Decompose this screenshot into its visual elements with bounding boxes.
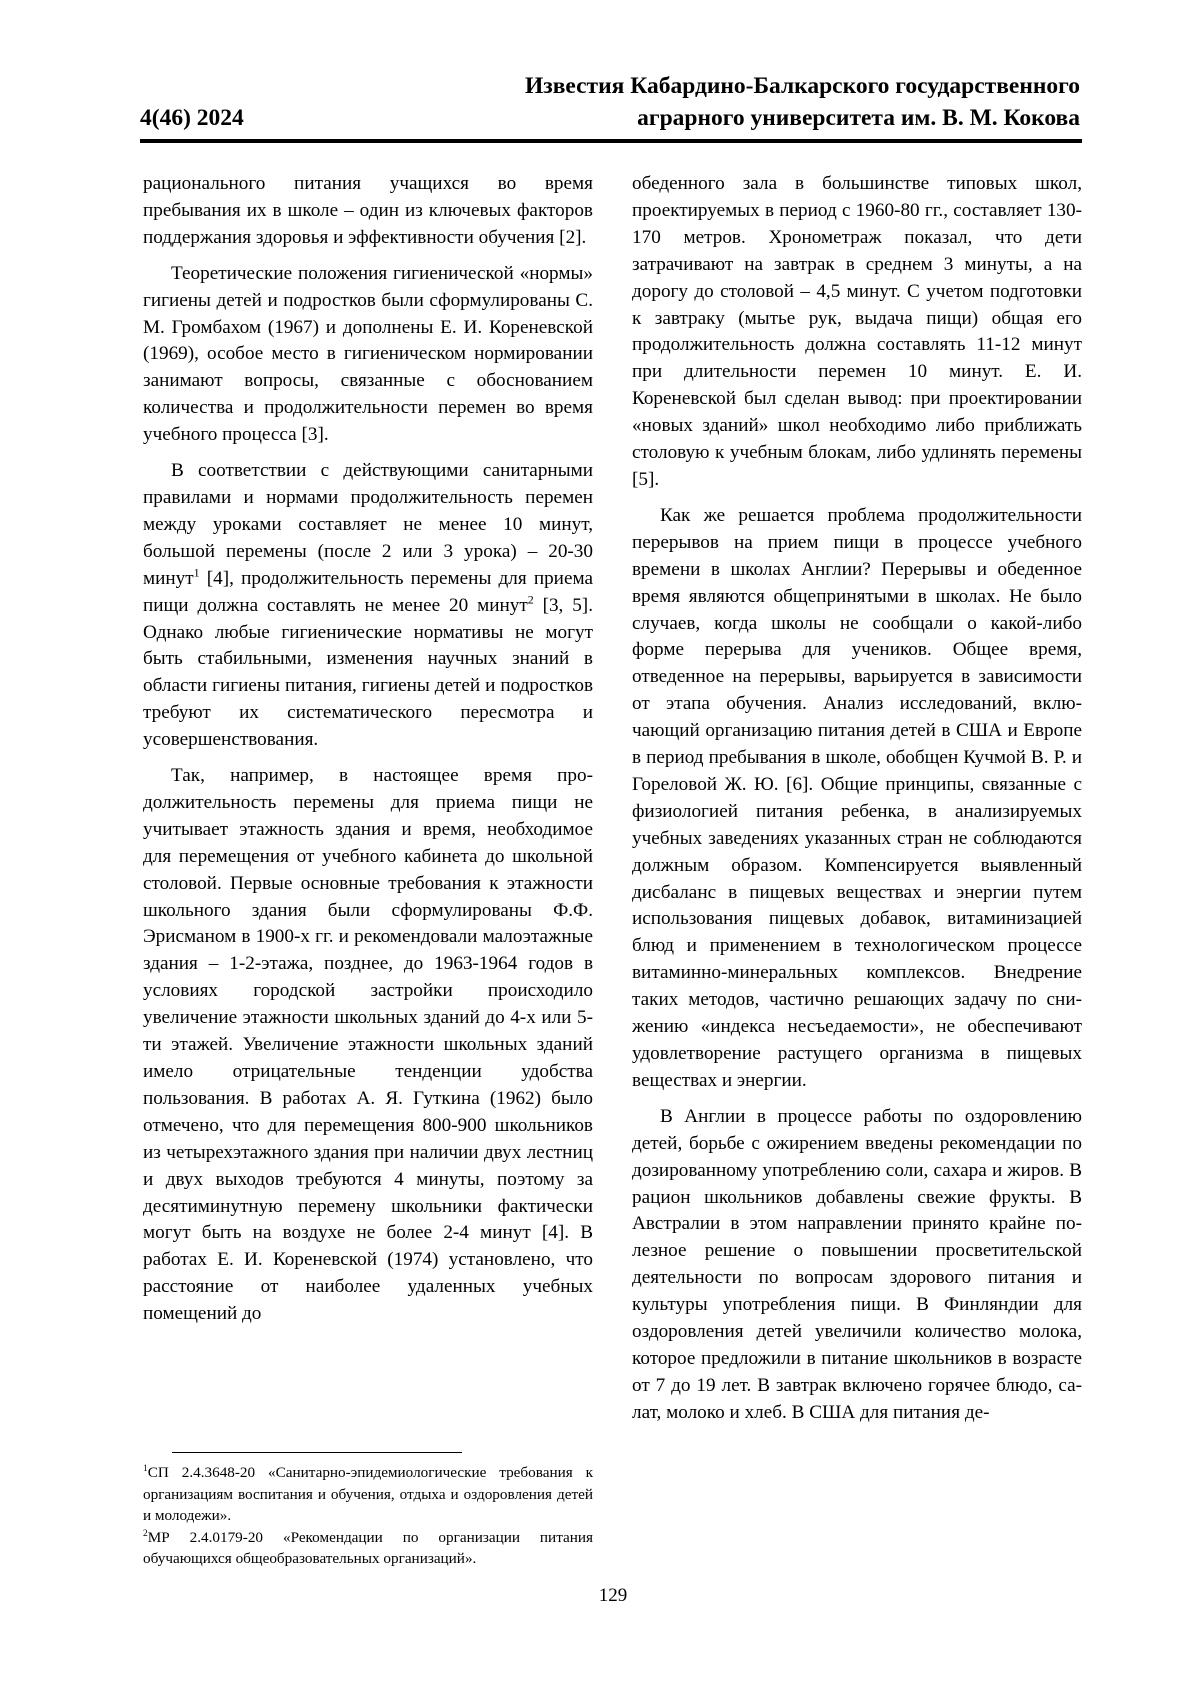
header-rule [140, 139, 1082, 143]
paragraph [143, 458, 593, 754]
paragraph: рационального питания учащихся во время пребывания их в школе – один из ключевых факторов поддержания здоровья и эффектив­ности обучения [2]. [143, 171, 593, 252]
paragraph: Так, например, в настоящее время про­должительность перемены для приема пищи не учитывает этажность здания и время, не­обходимое для перемещения от учебного ка­бинета до школьной столовой. Первые основ­ные требования к этажности школьного зда­ния были сформулированы Ф.Ф. Эрисманом в 1900-х гг. и рекомендовали малоэтажные зда­ния – 1-2-этажа, позднее, до 1963-1964 годов в условиях городской застройки происходило увеличение этажности школьных зданий до 4-х или 5-ти этажей. Увеличение этажности школьных зданий имело отрицательные тен­денции удобства пользования. В работах А. Я. Гуткина (1962) было отмечено, что для перемещения 800-900 школьников из четы­рехэтажного здания при наличии двух лест­ниц и двух выходов требуются 4 минуты, по­этому за десятиминутную перемену школь­ники фактически могут быть на воздухе не более 2-4 минут [4]. В работах Е. И. Коренев­ской (1974) установлено, что расстояние от наиболее удаленных учебных помещений до [143, 763, 593, 1328]
footnote-mark-1: 1 [143, 1464, 148, 1474]
footnote-ref-2: 2 [528, 592, 534, 606]
paragraph-text: [4], продолжи­тельность перемены для приема пищи должна составлять не менее 20 минут [143, 568, 593, 616]
journal-title-line1: Известия Кабардино-Балкарского государственного [140, 70, 1080, 102]
footnote-separator [172, 1452, 462, 1453]
paragraph: Как же решается проблема продолжитель­ности перерывов на прием пищи в процессе учебного времени в школах Англии? Переры­вы и обеденное время являются общеприня­тыми в школах. Не было случаев, когда шко­лы не сообщали о какой-либо форме переры­ва для учеников. Общее время, отведенное на перерывы, варьируется в зависимости от эта­па обучения. Анализ исследований, вклю­чающий организацию питания детей в США и Европе в период пребывания в школе, обобщен Кучмой В. Р. и Гореловой Ж. Ю. [6]. Общие принципы, связанные с физиологией питания ребенка, в анализируемых учебных заведениях указанных стран не соблюдаются должным образом. Компенсируется выявлен­ный дисбаланс в пищевых веществах и энер­гии путем использования пищевых добавок, витаминизацией блюд и применением в тех­нологическом процессе витаминно-минеральных комплексов. Внедрение таких методов, частично решающих задачу по сни­жению «индекса несъедаемости», не обеспе­чивают удовлетворение растущего организма в пищевых веществах и энергии. [632, 503, 1082, 1095]
right-column [632, 171, 1082, 1427]
header-second-line [140, 102, 1080, 134]
footnote-text: МР 2.4.0179-20 «Рекомендации по организации пита­ния обучающихся общеобразовательных организаций». [143, 1529, 593, 1568]
footnote-text: СП 2.4.3648-20 «Санитарно-эпидемиологические тре­бования к организациям воспитания и обучения, от­дыха и оздоровления детей и молодежи». [143, 1464, 593, 1524]
footnote-1 [143, 1462, 593, 1527]
journal-page [0, 0, 1200, 1697]
paragraph-text: В соответствии с действующими санитар­ными правилами и нормами продолжитель­ность перемен между уроками составляет не менее 10 минут, большой перемены (после 2 или 3 урока) – 20-30 минут [143, 460, 593, 589]
paragraph-text: [3, 5]. Однако любые гигиенические нормативы не могут быть стабильными, изменения научных зна­ний в области гигиены питания, гигиены де­тей и подростков требуют их систематическо­го пересмотра и усовершенствования. [143, 595, 593, 751]
paragraph: обеденного зала в большинстве типовых школ, проектируемых в период с 1960-80 гг., составляет 130-170 метров. Хронометраж по­казал, что дети затрачивают на завтрак в среднем 3 минуты, а на дорогу до столовой – 4,5 минут. С учетом подготовки к завтраку (мытье рук, выдача пищи) общая его продол­жительность должна составлять 11-12 минут при длительности перемен 10 минут. Е. И. Кореневской был сделан вывод: при проектировании «новых зданий» школ необ­ходимо либо приближать столовую к учеб­ным блокам, либо удлинять перемены [5]. [632, 171, 1082, 494]
running-header [140, 70, 1080, 134]
footnote-2 [143, 1527, 593, 1570]
page-number: 129 [0, 1585, 1200, 1607]
paragraph: В Англии в процессе работы по оздоров­лению детей, борьбе с ожирением введены рекомендации по дозированному употребле­нию соли, сахара и жиров. В рацион школь­ников добавлены свежие фрукты. В Австра­лии в этом направлении принято крайне по­лезное решение о повышении просветитель­ской деятельности по вопросам здорового питания и культуры употребления пищи. В Финляндии для оздоровления детей увеличи­ли количество молока, которое предложили в питание школьников в возрасте от 7 до 19 лет. В завтрак включено горячее блюдо, са­лат, молоко и хлеб. В США для питания де- [632, 1104, 1082, 1427]
paragraph: Теоретические положения гигиенической «нормы» гигиены детей и подростков были сформулированы С. М. Громбахом (1967) и дополнены Е. И. Кореневской (1969), особое место в гигиеническом нормировании зани­мают вопросы, связанные с обоснованием количества и продолжительности перемен во время учебного процесса [3]. [143, 261, 593, 449]
footnotes [143, 1462, 593, 1570]
footnote-ref-1: 1 [194, 565, 200, 579]
footnote-mark-2: 2 [143, 1528, 148, 1538]
issue-number: 4(46) 2024 [140, 102, 244, 134]
left-column [143, 171, 593, 1328]
journal-title-line2: аграрного университета им. В. М. Кокова [637, 102, 1080, 134]
